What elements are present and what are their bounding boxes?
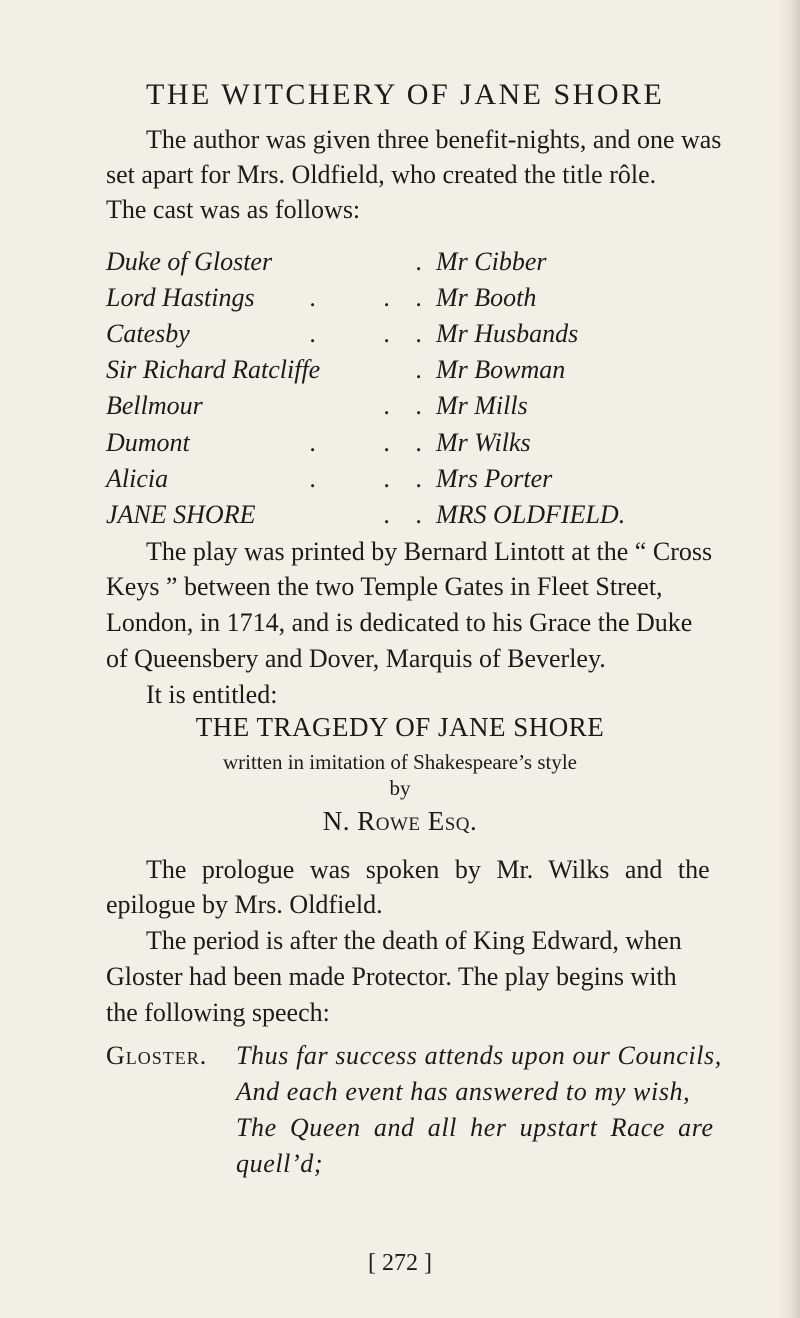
cast-role: Sir Richard Ratcliffe: [106, 355, 321, 385]
cast-row: [106, 464, 746, 500]
cast-role: JANE SHORE: [106, 499, 256, 529]
leader-dot: .: [384, 463, 391, 493]
page-number: [ 272 ]: [368, 1250, 432, 1276]
cast-actor: Mrs Porter: [436, 463, 553, 493]
printing-line: It is entitled:: [146, 680, 278, 709]
prologue-line: The prologue was spoken by Mr. Wilks and the: [146, 855, 710, 884]
cast-row: [106, 428, 746, 464]
cast-row: [106, 247, 746, 283]
leader-dot: .: [310, 319, 317, 349]
printing-line: of Queensbery and Dover, Marquis of Beverley.: [106, 644, 606, 673]
cast-row: [106, 500, 746, 536]
cast-actor: Mr Wilks: [436, 427, 531, 457]
printing-line: Keys ” between the two Temple Gates in Fleet Street,: [106, 572, 663, 601]
cast-role: Dumont: [106, 427, 190, 457]
cast-row: [106, 391, 746, 427]
play-by: by: [389, 776, 411, 800]
leader-dot: .: [416, 499, 423, 529]
intro-line: set apart for Mrs. Oldfield, who created the title rôle.: [106, 160, 657, 189]
leader-dot: .: [384, 427, 391, 457]
speech-line: Thus far success attends upon our Councils,: [236, 1041, 722, 1070]
cast-role: Catesby: [106, 319, 190, 349]
leader-dot: .: [416, 319, 423, 349]
prologue-line: epilogue by Mrs. Oldfield.: [106, 890, 383, 919]
speech-line: And each event has answered to my wish,: [236, 1077, 691, 1106]
leader-dot: .: [310, 463, 317, 493]
period-line: The period is after the death of King Edward, when: [146, 926, 682, 955]
intro-line: The cast was as follows:: [106, 195, 361, 224]
period-line: the following speech:: [106, 998, 330, 1027]
leader-dot: .: [384, 319, 391, 349]
cast-role: Lord Hastings: [106, 283, 255, 313]
leader-dot: .: [416, 463, 423, 493]
leader-dot: .: [416, 355, 423, 385]
cast-actor: Mr Husbands: [436, 319, 579, 349]
speech-line: The Queen and all her upstart Race are: [236, 1113, 714, 1142]
speech-speaker: Gloster.: [106, 1041, 208, 1070]
leader-dot: .: [310, 283, 317, 313]
cast-actor: Mr Mills: [436, 391, 528, 421]
leader-dot: .: [384, 499, 391, 529]
cast-row: [106, 355, 746, 391]
cast-role: Duke of Gloster: [106, 247, 273, 276]
leader-dot: .: [416, 427, 423, 457]
cast-role: Alicia: [106, 463, 169, 493]
play-title: THE TRAGEDY OF JANE SHORE: [195, 712, 605, 742]
speech-line: quell’d;: [236, 1149, 324, 1178]
period-line: Gloster had been made Protector. The play begins with: [106, 962, 677, 991]
play-author: N. Rowe Esq.: [322, 806, 478, 836]
cast-actor: MRS OLDFIELD.: [436, 499, 626, 529]
running-head: THE WITCHERY OF JANE SHORE: [146, 78, 665, 111]
printing-line: London, in 1714, and is dedicated to his Grace the Duke: [106, 608, 693, 637]
leader-dot: .: [416, 247, 423, 276]
cast-actor: Mr Booth: [436, 283, 537, 313]
printing-line: The play was printed by Bernard Lintott at the “ Cross: [146, 537, 713, 566]
leader-dot: .: [416, 283, 423, 313]
leader-dot: .: [416, 391, 423, 421]
intro-line: The author was given three benefit-nights, and one was: [146, 125, 722, 154]
cast-actor: Mr Cibber: [436, 247, 547, 276]
play-subtitle: written in imitation of Shakespeare’s style: [222, 750, 577, 774]
leader-dot: .: [384, 391, 391, 421]
cast-role: Bellmour: [106, 391, 203, 421]
cast-row: [106, 283, 746, 319]
leader-dot: .: [310, 427, 317, 457]
cast-actor: Mr Bowman: [436, 355, 566, 385]
cast-row: [106, 319, 746, 355]
leader-dot: .: [384, 283, 391, 313]
page-edge-shadow: [778, 0, 800, 1318]
